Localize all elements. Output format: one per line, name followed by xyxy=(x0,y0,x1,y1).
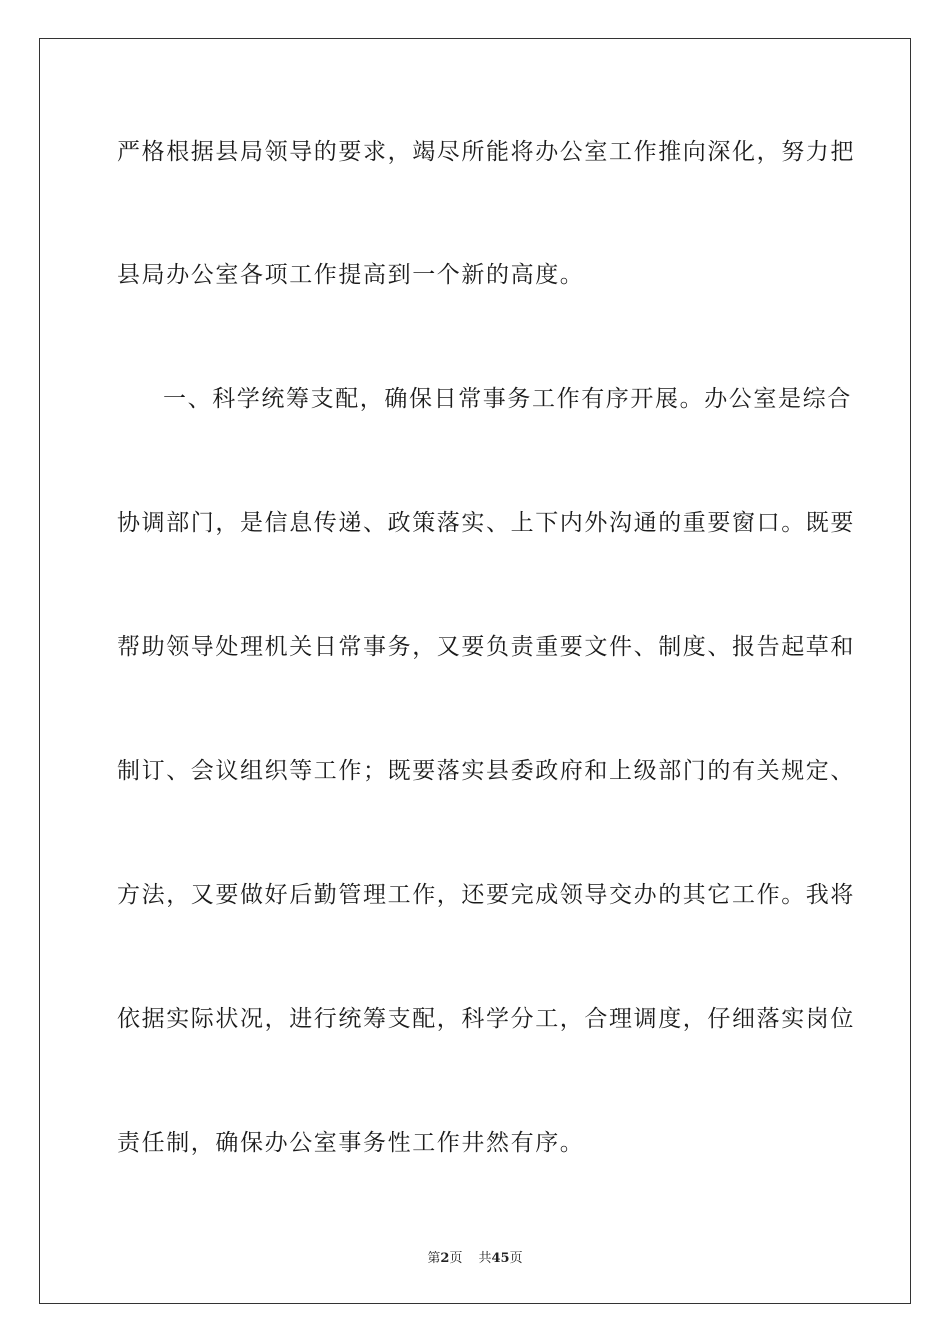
footer-total-suffix: 页 xyxy=(509,1251,523,1266)
footer-total-pages: 45 xyxy=(491,1251,510,1266)
footer-page-number: 2 xyxy=(440,1251,450,1266)
body-line-4: 协调部门，是信息传递、政策落实、上下内外沟通的重要窗口。既要 xyxy=(117,510,855,536)
body-line-7: 方法，又要做好后勤管理工作，还要完成领导交办的其它工作。我将 xyxy=(117,882,855,908)
body-line-6: 制订、会议组织等工作；既要落实县委政府和上级部门的有关规定、 xyxy=(117,758,855,784)
body-line-9: 责任制，确保办公室事务性工作井然有序。 xyxy=(117,1130,585,1156)
body-line-8: 依据实际状况，进行统筹支配，科学分工，合理调度，仔细落实岗位 xyxy=(117,1006,855,1032)
body-line-3: 一、科学统筹支配，确保日常事务工作有序开展。办公室是综合 xyxy=(163,386,852,412)
body-line-5: 帮助领导处理机关日常事务，又要负责重要文件、制度、报告起草和 xyxy=(117,634,855,660)
footer-total-prefix: 共 xyxy=(478,1251,492,1266)
footer-page-prefix: 第 xyxy=(427,1251,441,1266)
page-footer xyxy=(0,1247,950,1266)
page-frame xyxy=(39,38,911,1304)
footer-page-suffix: 页 xyxy=(449,1251,463,1266)
body-line-1: 严格根据县局领导的要求，竭尽所能将办公室工作推向深化，努力把 xyxy=(117,139,855,165)
body-line-2: 县局办公室各项工作提高到一个新的高度。 xyxy=(117,262,585,288)
